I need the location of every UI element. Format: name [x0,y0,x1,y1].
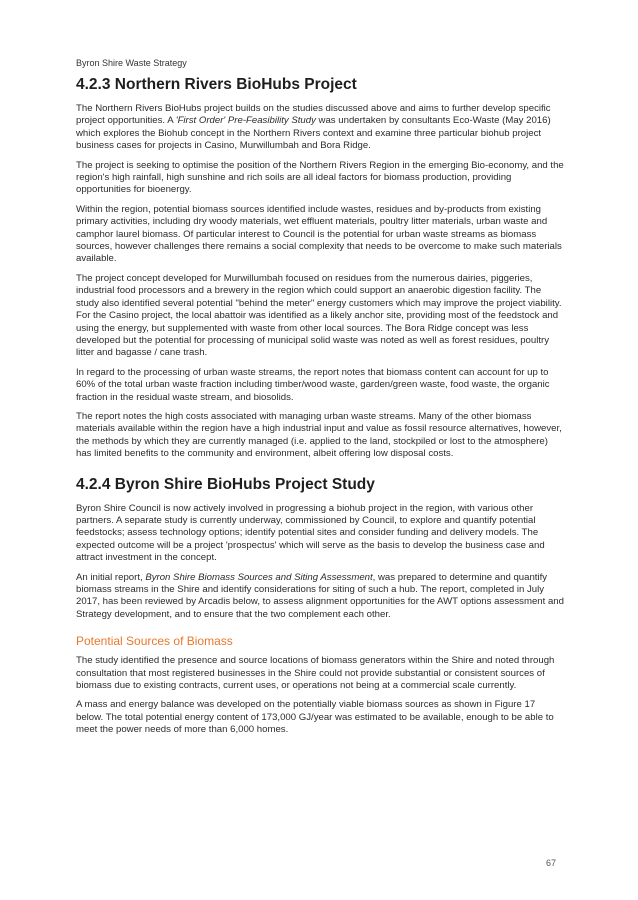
text-span: , was prepared to determine and quantify biomass streams in the Shire and identify considerations for siting of such a hub. The report, completed in July 2017, has been reviewed by Arcadis below, to assess alignment opportunities for the AWT options assessment and Strategy development, and to ensure that the two complement each other. [76,571,564,620]
spacer [76,468,564,476]
paragraph: Byron Shire Council is now actively involved in progressing a biohub project in the region, with various other partners. A separate study is currently underway, commissioned by Council, to explore and quantify potential feedstocks; assess technology options; identify potential sites and consider funding and delivery models. The expected outcome will be a project 'prospectus' which will serve as the basis to develop the business case and attract investment in the concept. [76,502,545,564]
paragraph: The project is seeking to optimise the position of the Northern Rivers Region in the emerging Bio-economy, and the region's high rainfall, high sunshine and rich soils are all ideal factors for biomass production, providing opportunities for bioenergy. [76,159,564,196]
section-heading-biohubs-project: 4.2.3 Northern Rivers BioHubs Project [76,76,357,93]
text-span: The Northern Rivers BioHubs project builds on the studies discussed above and aims to further develop specific project opportunities. A [76,103,551,127]
study-title: 'First Order' Pre-Feasibility Study [175,115,316,127]
paragraph: The study identified the presence and source locations of biomass generators within the Shire and noted through consultation that most registered businesses in the Shire could not provide substantial or consistent sources of biomass due to existing contracts, current uses, or operations not being at a commercial scale currently. [76,655,555,692]
page-number: 67 [545,858,556,868]
subsection-heading-biomass-sources: Potential Sources of Biomass [76,634,233,649]
page-content [76,76,564,744]
paragraph: In regard to the processing of urban waste streams, the report notes that biomass content can account for up to 60% of the total urban waste fraction including timber/wood waste, garden/green waste, food waste, the organic fraction in the residual waste stream, and biosolids. [76,366,550,403]
paragraph: The report notes the high costs associated with managing urban waste streams. Many of the other biomass materials available within the region have a high industrial input and value as fossil resource alternatives, however, the methods by which they are currently managed (i.e. applied to the land, stockpiled or lost to the atmosphere) has limited benefits to the community and environment, albeit offering low disposal costs. [76,410,562,460]
paragraph: Within the region, potential biomass sources identified include wastes, residues and by-products from existing primary activities, including dry woody materials, wet effluent materials, poultry litter materials, urban waste and camphor laurel biomass. Of particular interest to Council is the potential for urban waste streams as biomass sources, however challenges there remains a social complexity that needs to be overcome to make such materials available. [76,203,562,265]
text-span: was undertaken by consultants Eco-Waste (May 2016) which explores the Biohub concept in the Northern Rivers context and examine three particular biohub project business cases for projects in Casino, Murwillumbah and Bora Ridge. [76,115,551,152]
paragraph [76,103,564,153]
paragraph: The project concept developed for Murwillumbah focused on residues from the numerous dairies, piggeries, industrial food processors and a brewery in the region which could support an anaerobic digestion facility. The study also identified several potential "behind the meter" energy customers which may improve the project viability. For the Casino project, the local abattoir was identified as a likely anchor site, providing most of the feedstock and using the energy, but supplemented with waste from other local sources. The Bora Ridge concept was less developed but the potential for processing of municipal solid waste was noted as well as forest residues, poultry litter and bagasse / cane trash. [76,272,562,359]
text-span: An initial report, [76,571,146,583]
report-title: Byron Shire Biomass Sources and Siting Assessment [145,571,373,583]
section-heading-byron-study: 4.2.4 Byron Shire BioHubs Project Study [76,475,375,493]
document-header: Byron Shire Waste Strategy [76,58,187,68]
paragraph [76,572,564,622]
paragraph: A mass and energy balance was developed on the potentially viable biomass sources as shown in Figure 17 below. The total potential energy content of 173,000 GJ/year was estimated to be available, enough to be able to meet the power needs of more than 6,000 homes. [76,699,554,736]
